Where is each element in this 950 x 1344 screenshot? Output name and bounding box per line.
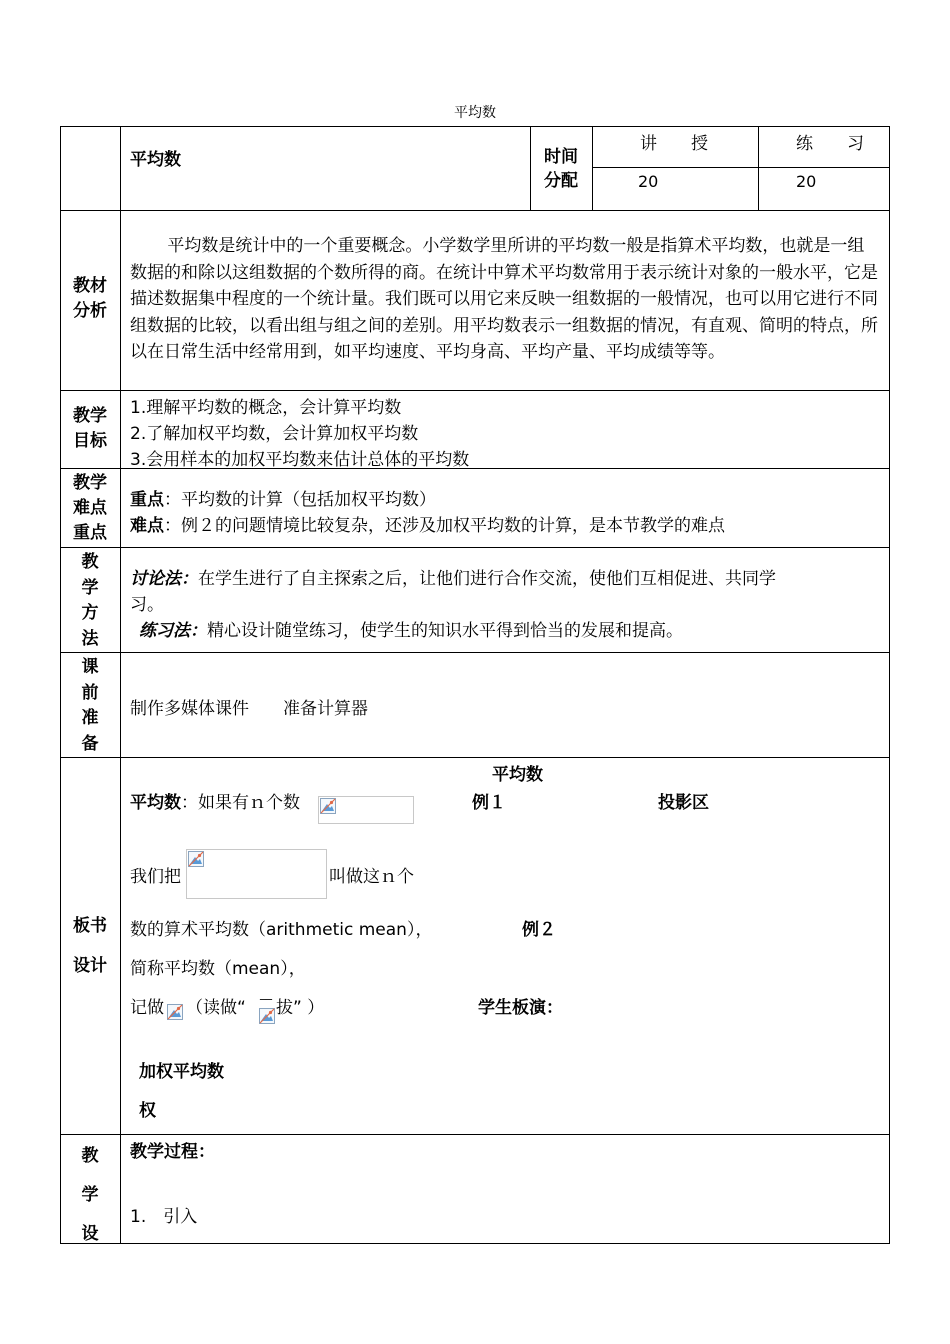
objective-item: 2.了解加权平均数，会计算加权平均数 xyxy=(130,424,419,444)
lecture-column-header: 讲 授 xyxy=(640,134,708,154)
practice-minutes: 20 xyxy=(796,172,817,191)
formula-image-placeholder xyxy=(318,796,414,824)
discussion-method-continued: 习。 xyxy=(130,595,164,615)
board-heading: 平均数 xyxy=(492,765,543,785)
example-2-label: 例２ xyxy=(522,920,556,940)
time-allocation-label: 时间 分配 xyxy=(544,147,578,191)
objective-item: 3.会用样本的加权平均数来估计总体的平均数 xyxy=(130,450,470,470)
board-line-suffix: 叫做这ｎ个 xyxy=(329,867,414,887)
document-title: 平均数 xyxy=(454,105,496,121)
objectives-label: 教学 目标 xyxy=(73,406,107,451)
key-points-label: 教学 难点 重点 xyxy=(73,473,107,543)
broken-image-icon xyxy=(320,798,336,814)
preparation-text: 制作多媒体课件 准备计算器 xyxy=(130,699,368,719)
methods-label: 教 学 方 法 xyxy=(81,552,99,649)
broken-image-icon xyxy=(259,1008,275,1024)
lecture-minutes: 20 xyxy=(638,172,659,191)
practice-method-label: 练习法： xyxy=(139,621,207,641)
practice-method-text: 精心设计随堂练习，使学生的知识水平得到恰当的发展和提高。 xyxy=(207,621,683,641)
notation-prefix: 记做 xyxy=(130,998,164,1018)
student-board-label: 学生板演： xyxy=(478,998,563,1018)
arithmetic-mean-line: 数的算术平均数（arithmetic mean）， xyxy=(130,920,433,940)
projection-area-label: 投影区 xyxy=(658,793,709,813)
difficulty-text: ：例２的问题情境比较复杂，还涉及加权平均数的计算，是本节教学的难点 xyxy=(164,516,725,536)
teaching-process-label: 教学过程： xyxy=(130,1142,215,1162)
notation-dash: __ xyxy=(260,986,272,1000)
weighted-mean-label: 加权平均数 xyxy=(139,1062,224,1082)
mean-definition-text: ：如果有ｎ个数 xyxy=(181,793,300,813)
difficulty-label: 难点 xyxy=(130,516,164,536)
objective-item: 1.理解平均数的概念，会计算平均数 xyxy=(130,398,402,418)
example-1-label: 例１ xyxy=(472,793,506,813)
topic-title: 平均数 xyxy=(130,150,181,170)
teaching-design-label: 教 学 设 xyxy=(81,1146,99,1244)
material-analysis-text: 平均数是统计中的一个重要概念。小学数学里所讲的平均数一般是指算术平均数，也就是一组数据的和除以这组数据的个数所得的商。在统计中算术平均数常用于表示统计对象的一般水平，它是描述数据集中程度的一个统计量。我们既可以用它来反映一组数据的一般情况，也可以用它进行不同组数据的比较，以看出组与组之间的差别。用平均数表示一组数据的情况，有直观、简明的特点，所以在日常生活中经常用到，如平均速度、平均身高、平均产量、平均成绩等等。 xyxy=(130,236,878,362)
practice-method xyxy=(139,616,683,641)
mean-abbreviation-line: 简称平均数（mean）， xyxy=(130,959,306,979)
mean-definition-label: 平均数 xyxy=(130,793,181,813)
material-analysis-label: 教材 分析 xyxy=(73,276,107,321)
discussion-method xyxy=(130,564,776,589)
notation-reading: （读做“ xyxy=(186,998,246,1018)
broken-image-icon xyxy=(167,1004,183,1020)
practice-column-header: 练 习 xyxy=(796,134,864,154)
key-point-line xyxy=(130,485,436,510)
key-point-label: 重点 xyxy=(130,490,164,510)
broken-image-icon xyxy=(188,851,204,867)
mean-definition xyxy=(130,788,300,813)
board-line-prefix: 我们把 xyxy=(130,867,181,887)
difficulty-line xyxy=(130,511,725,536)
discussion-method-label: 讨论法： xyxy=(130,569,198,589)
key-point-text: ：平均数的计算（包括加权平均数） xyxy=(164,490,436,510)
notation-end: 拔” ） xyxy=(276,998,325,1018)
teaching-step-1: 1. 引入 xyxy=(130,1207,198,1227)
weight-label: 权 xyxy=(139,1101,156,1121)
discussion-method-text: 在学生进行了自主探索之后，让他们进行合作交流，使他们互相促进、共同学 xyxy=(198,569,776,589)
formula-image-placeholder xyxy=(186,849,327,899)
preparation-label: 课 前 准 备 xyxy=(81,657,99,754)
board-design-label: 板书 设计 xyxy=(73,916,107,976)
